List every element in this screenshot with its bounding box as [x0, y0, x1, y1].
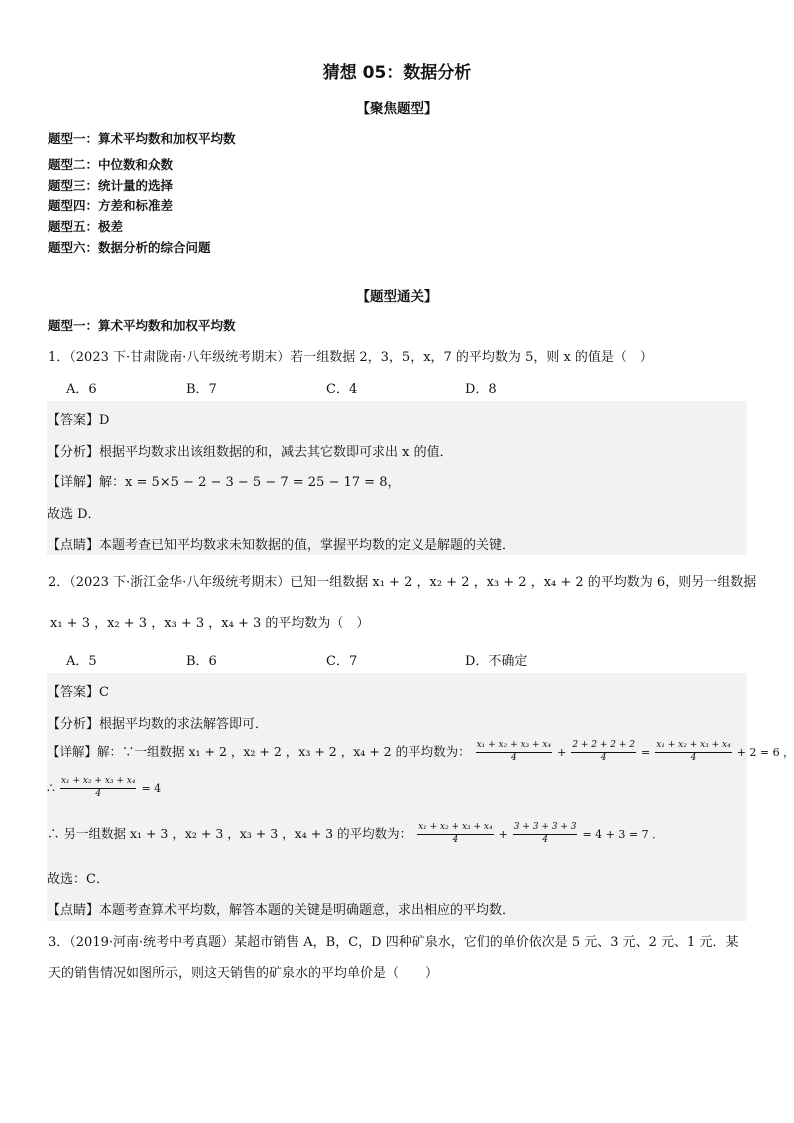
q2-choose: 故选：C．: [47, 872, 109, 887]
type-item-4: 题型四：方差和标准差: [48, 198, 174, 213]
q3-stem-line1: 3．（2019·河南·统考中考真题）某超市销售 A，B，C，D 四种矿泉水，它们的单价依次是 5 元、3 元、2 元、1 元．某: [48, 935, 739, 950]
q2-frac-sum-2-den: 4: [690, 752, 697, 763]
type-item-2: 题型二：中位数和众数: [48, 157, 174, 172]
therefore-symbol: ∴: [47, 779, 55, 795]
q2-detail-line: [47, 741, 794, 764]
q1-comment: 【点睛】本题考查已知平均数求未知数据的值，掌握平均数的定义是解题的关键．: [47, 538, 516, 553]
plus-sign-2: +: [498, 827, 508, 841]
q2-frac-sum-3: [60, 777, 137, 800]
type-item-1: 题型一：算术平均数和加权平均数: [48, 131, 236, 146]
q2-answer: 【答案】C: [47, 685, 109, 700]
q2-therefore-line: [47, 777, 161, 800]
q2-option-d: D．不确定: [465, 654, 528, 669]
q2-frac-sum-3-den: 4: [95, 788, 102, 799]
q2-frac-const-num: 2 + 2 + 2 + 2: [571, 741, 636, 753]
q2-stem-line2: x₁ + 3 ，x₂ + 3 ，x₃ + 3 ，x₄ + 3 的平均数为（ ）: [50, 616, 370, 631]
q2-other-tail: = 4 + 3 = 7 ．: [582, 827, 664, 841]
q1-option-b: B．7: [186, 382, 217, 397]
q2-frac-sum-2: [655, 741, 732, 764]
focus-header: 【聚焦题型】: [356, 101, 438, 117]
equals-sign: =: [641, 745, 651, 759]
q2-solution-box: [47, 673, 794, 921]
q2-other-line: [47, 823, 663, 846]
q1-answer: 【答案】D: [47, 413, 110, 428]
q2-frac-sum-den: 4: [510, 752, 517, 763]
type-item-3: 题型三：统计量的选择: [48, 178, 174, 193]
q1-option-a: A．6: [66, 382, 97, 397]
q2-option-b: B．6: [186, 654, 217, 669]
section1-title: 题型一：算术平均数和加权平均数: [48, 318, 236, 333]
q2-option-c: C．7: [326, 654, 358, 669]
q2-frac-sum-4: [417, 823, 494, 846]
q2-eq-tail: + 2 = 6 ，: [736, 745, 794, 759]
plus-sign: +: [557, 745, 567, 759]
q2-frac-sum-4-num: x₁ + x₂ + x₃ + x₄: [417, 823, 494, 835]
q1-stem: 1．（2023 下·甘肃陇南·八年级统考期末）若一组数据 2，3，5，x，7 的平均数为 5，则 x 的值是（ ）: [48, 350, 653, 365]
q1-solution-box: [47, 401, 747, 555]
q2-frac-const3: [513, 823, 578, 846]
q1-analysis: 【分析】根据平均数求出该组数据的和，减去其它数即可求出 x 的值．: [47, 445, 453, 460]
q2-other-prefix: ∴ 另一组数据 x₁ + 3 ，x₂ + 3 ，x₃ + 3 ，x₄ + 3 的平均数为：: [47, 825, 413, 841]
q1-choose: 故选 D．: [47, 507, 101, 522]
q2-frac-const3-num: 3 + 3 + 3 + 3: [513, 823, 578, 835]
q1-option-c: C．4: [326, 382, 358, 397]
q2-frac-sum: [476, 741, 553, 764]
q1-detail: 【详解】解：x = 5×5 − 2 − 3 − 5 − 7 = 25 − 17 = 8，: [47, 475, 401, 490]
q2-frac-const-den: 4: [600, 752, 607, 763]
q2-frac-const: [571, 741, 636, 764]
pass-header: 【题型通关】: [356, 289, 438, 305]
q2-stem-line1: 2．（2023 下·浙江金华·八年级统考期末）已知一组数据 x₁ + 2 ，x₂ + 2 ，x₃ + 2 ，x₄ + 2 的平均数为 6，则另一组数据: [48, 575, 757, 590]
q2-frac-sum-2-num: x₁ + x₂ + x₃ + x₄: [655, 741, 732, 753]
q2-frac-sum-3-num: x₁ + x₂ + x₃ + x₄: [60, 777, 137, 789]
page-title: 猜想 05：数据分析: [322, 63, 472, 83]
q1-option-d: D．8: [465, 382, 497, 397]
type-item-6: 题型六：数据分析的综合问题: [48, 240, 211, 255]
type-item-5: 题型五：极差: [48, 219, 124, 234]
q2-therefore-tail: = 4: [141, 781, 162, 795]
q2-frac-sum-4-den: 4: [452, 834, 459, 845]
q3-stem-line2: 天的销售情况如图所示，则这天销售的矿泉水的平均单价是（ ）: [48, 966, 439, 981]
q2-analysis: 【分析】根据平均数的求法解答即可．: [47, 717, 269, 732]
q2-option-a: A．5: [66, 654, 97, 669]
q2-frac-const3-den: 4: [542, 834, 548, 845]
q2-detail-prefix: 【详解】解：∵一组数据 x₁ + 2 ，x₂ + 2 ，x₃ + 2 ，x₄ + 2 的平均数为：: [47, 743, 471, 759]
q2-frac-sum-num: x₁ + x₂ + x₃ + x₄: [476, 741, 553, 753]
q2-comment: 【点睛】本题考查算术平均数，解答本题的关键是明确题意，求出相应的平均数．: [47, 903, 516, 918]
